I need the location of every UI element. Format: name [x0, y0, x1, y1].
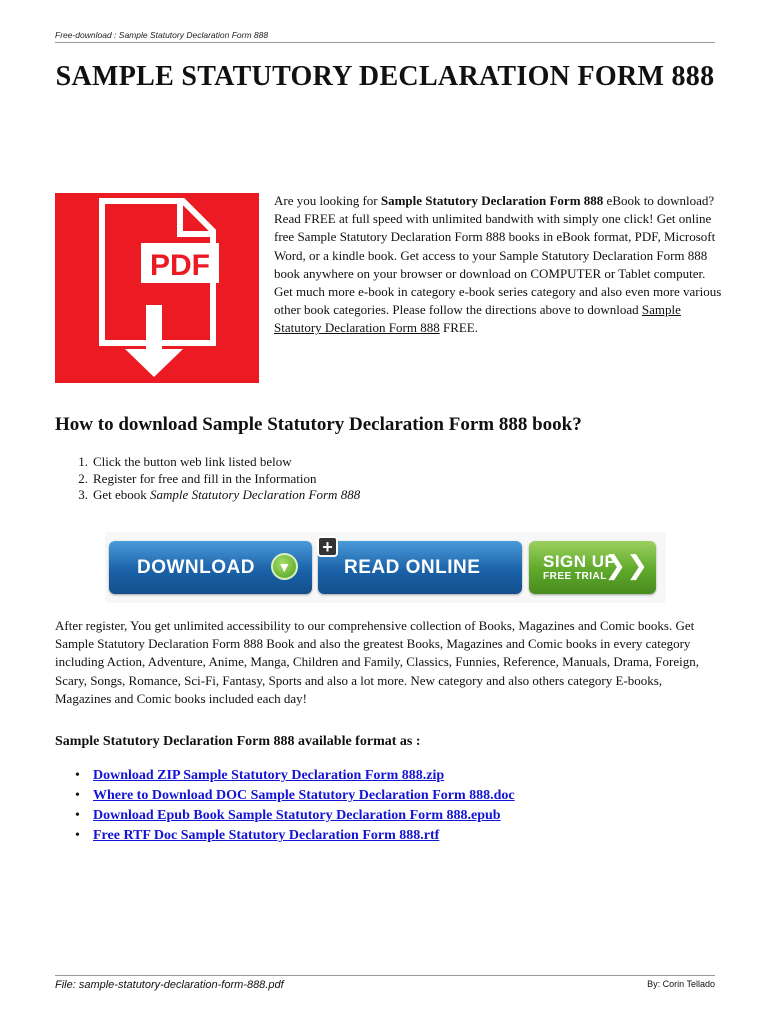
- header-divider: [55, 42, 715, 43]
- read-online-button[interactable]: [318, 541, 522, 594]
- pdf-document-icon: [55, 193, 259, 383]
- free-trial-label: FREE TRIAL: [543, 570, 607, 582]
- step-number: 2.: [78, 470, 88, 486]
- formats-heading: Sample Statutory Declaration Form 888 available format as :: [55, 734, 421, 749]
- download-button[interactable]: [109, 541, 312, 594]
- bullet-icon: •: [75, 828, 80, 843]
- bullet-icon: •: [75, 788, 80, 803]
- intro-download-link[interactable]: Sample Statutory Declaration Form 888: [274, 302, 681, 336]
- format-link-rtf[interactable]: Free RTF Doc Sample Statutory Declaration Form 888.rtf: [93, 828, 440, 843]
- step-number: 1.: [78, 454, 88, 469]
- step-item: [55, 471, 360, 488]
- read-online-label: READ ONLINE: [344, 556, 481, 578]
- step-item: [55, 487, 360, 504]
- pdf-label: PDF: [150, 249, 210, 282]
- footer-filename: File: sample-statutory-declaration-form-888.pdf: [55, 979, 284, 991]
- steps-list: [55, 454, 360, 504]
- sign-up-button[interactable]: [529, 541, 656, 594]
- step-book-title: Sample Statutory Declaration Form 888: [150, 487, 361, 502]
- step-text: Get ebook: [93, 487, 147, 502]
- format-item: [75, 826, 515, 846]
- footer-divider: [55, 975, 715, 976]
- step-text: Click the button web link listed below: [93, 454, 292, 469]
- intro-text-start: Are you looking for: [274, 193, 381, 208]
- pdf-file-image: [55, 193, 259, 383]
- download-button-label: DOWNLOAD: [137, 556, 255, 578]
- footer-author: By: Corin Tellado: [647, 979, 715, 989]
- action-buttons: [105, 532, 666, 603]
- plus-icon: +: [317, 536, 338, 557]
- intro-text-body: eBook to download? Read FREE at full speed with unlimited bandwith with simply one click! Get online free Sample Statutory Declaration Form 888 books in eBook format, PDF, Microsoft Word, or a kindle book. Get access to your Sample Statutory Declaration Form 888 book anywhere on your browser or download on COMPUTER or Tablet computer. Get much more e-book in category e-book series category and also even more various other book categories. Please follow the directions above to download: [274, 193, 722, 318]
- bullet-icon: •: [75, 808, 80, 823]
- page-header: Free-download : Sample Statutory Declaration Form 888: [55, 30, 269, 40]
- intro-text-end: FREE.: [439, 320, 479, 336]
- format-item: [75, 786, 515, 806]
- download-arrow-icon: ▼: [271, 553, 298, 580]
- step-item: [55, 454, 360, 471]
- sign-up-label: SIGN UP: [543, 551, 617, 571]
- formats-list: [75, 766, 515, 846]
- format-link-zip[interactable]: Download ZIP Sample Statutory Declaration Form 888.zip: [93, 768, 445, 783]
- after-register-paragraph: After register, You get unlimited accessibility to our comprehensive collection of Books, Magazines and Comic books. Get Sample Statutory Declaration Form 888 Book and also the greatest Books, Magazines and Comic books in every category including Action, Adventure, Anime, Manga, Children and Family, Classics, Funnies, Reference, Manuals, Drama, Foreign, Scary, Songs, Romance, Sci-Fi, Fantasy, Sports and also a lot more. New category and also others category E-books, Magazines and Comic books included each day!: [55, 618, 699, 706]
- intro-book-title: Sample Statutory Declaration Form 888: [380, 193, 604, 208]
- format-item: [75, 766, 515, 786]
- bullet-icon: •: [75, 768, 80, 783]
- format-item: [75, 806, 515, 826]
- format-link-doc[interactable]: Where to Download DOC Sample Statutory Declaration Form 888.doc: [93, 788, 515, 803]
- step-number: 3.: [78, 487, 88, 502]
- how-to-heading: How to download Sample Statutory Declaration Form 888 book?: [55, 414, 582, 435]
- format-link-epub[interactable]: Download Epub Book Sample Statutory Declaration Form 888.epub: [93, 808, 501, 823]
- step-text: Register for free and fill in the Information: [93, 470, 317, 486]
- intro-paragraph: [274, 192, 724, 338]
- double-chevron-icon: ❯❯: [604, 551, 648, 581]
- page-title: SAMPLE STATUTORY DECLARATION FORM 888: [55, 61, 715, 92]
